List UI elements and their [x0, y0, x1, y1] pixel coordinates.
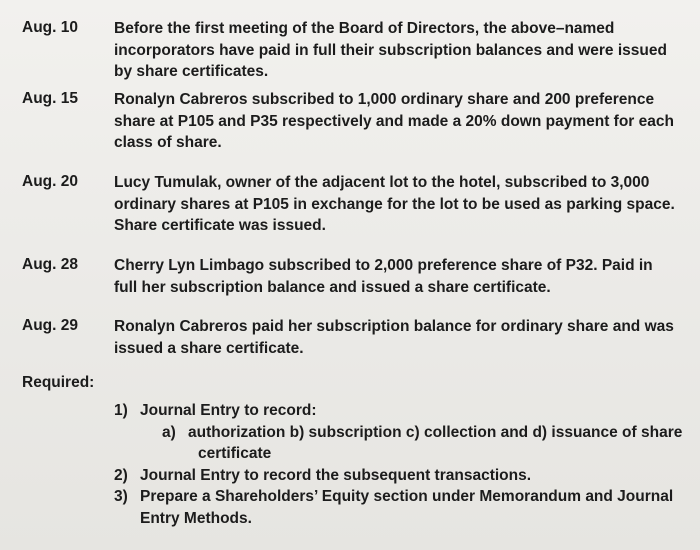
entry-description — [114, 255, 680, 298]
entry-line: Ronalyn Cabreros paid her subscription balance for ordinary share and was — [114, 318, 674, 335]
requirement-item — [114, 486, 684, 529]
requirement-item — [114, 465, 684, 487]
entry-date: Aug. 20 — [22, 173, 78, 190]
entry-line: Lucy Tumulak, owner of the adjacent lot to the hotel, subscribed to 3,000 — [114, 174, 650, 191]
requirement-item — [114, 400, 684, 465]
entry-line: by share certificates. — [114, 63, 269, 80]
subitem-label: a) — [162, 423, 176, 441]
entry-date: Aug. 15 — [22, 90, 78, 107]
requirement-number: 1) — [114, 402, 128, 419]
entry-line: full her subscription balance and issued a share certificate. — [114, 278, 551, 296]
entry-line: Before the first meeting of the Board of Directors, the above–named — [114, 20, 615, 37]
entry-date: Aug. 29 — [22, 317, 78, 334]
entry-line: class of share. — [114, 134, 222, 151]
entry-date: Aug. 28 — [22, 256, 78, 273]
entry-line: share at P105 and P35 respectively and made a 20% down payment for each — [114, 112, 674, 130]
subitem-continuation: certificate — [198, 445, 272, 462]
requirement-text: Journal Entry to record the subsequent transactions. — [140, 466, 532, 484]
entry-date: Aug. 10 — [22, 19, 78, 36]
entry-description — [114, 316, 680, 359]
entry-line: issued a share certificate. — [114, 339, 304, 357]
requirement-text: Journal Entry to record: — [140, 402, 317, 419]
requirement-number: 3) — [114, 488, 128, 505]
entry-line: incorporators have paid in full their subscription balances and were issued — [114, 41, 667, 59]
required-heading: Required: — [22, 374, 95, 391]
entry-line: Share certificate was issued. — [114, 217, 326, 234]
entry-description — [114, 172, 680, 237]
entry-description — [114, 89, 680, 154]
entry-line: Ronalyn Cabreros subscribed to 1,000 ordinary share and 200 preference — [114, 91, 655, 108]
subitem-text: authorization b) subscription c) collection and d) issuance of share — [188, 423, 683, 441]
requirement-number: 2) — [114, 466, 128, 484]
requirements-list — [114, 400, 684, 529]
requirement-continuation: Entry Methods. — [140, 509, 252, 527]
entry-line: ordinary shares at P105 in exchange for the lot to be used as parking space. — [114, 195, 675, 213]
entry-line: Cherry Lyn Limbago subscribed to 2,000 preference share of P32. Paid in — [114, 257, 653, 274]
requirement-subitem — [162, 422, 684, 444]
entry-description — [114, 18, 680, 83]
requirement-text: Prepare a Shareholders’ Equity section under Memorandum and Journal — [140, 488, 674, 505]
